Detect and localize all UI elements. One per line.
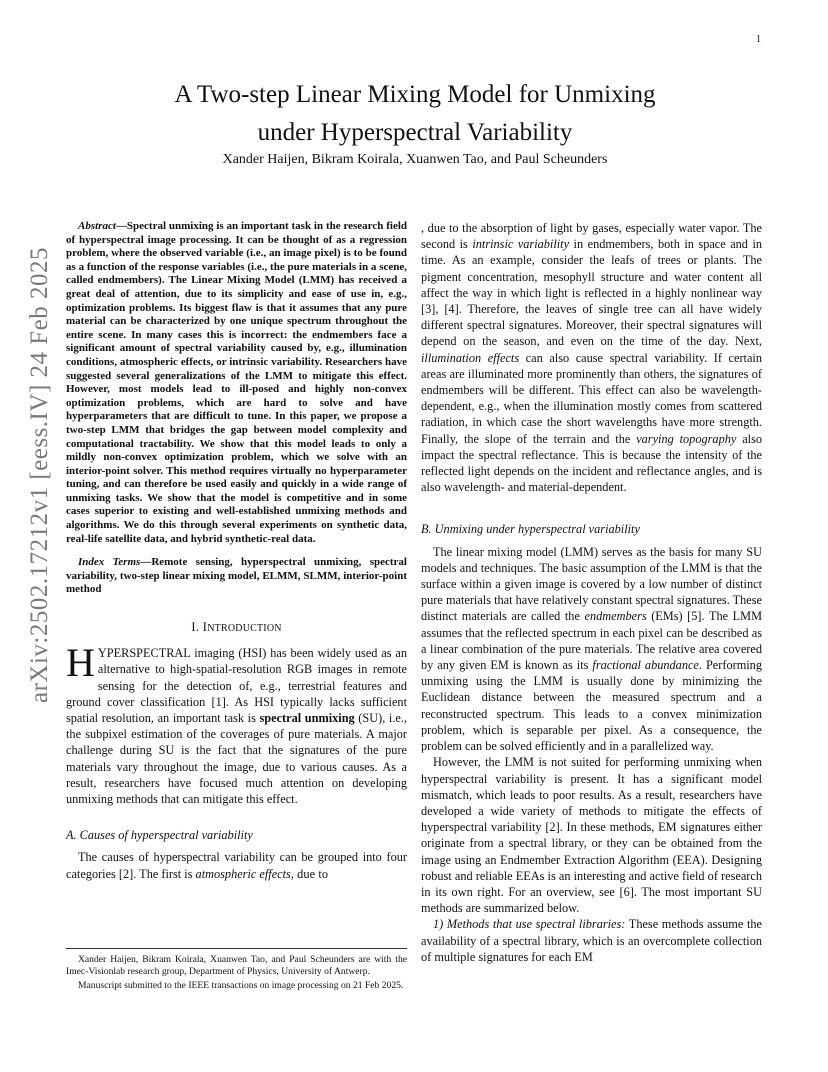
unmix-text-b: (EMs) [5]. The LMM assumes that the reflected spectrum in each pixel can be described as a linear combination of the pure materials. The relative area covered by any given EM is known as its	[421, 609, 762, 673]
methods-libraries-text: These methods assume the availability of a spectral library, which is an overcomplete collection of multiple signatures for each EM	[421, 917, 762, 964]
unmix-term-endmembers: endmembers	[584, 609, 647, 624]
arxiv-identifier-text: arXiv:2502.17212v1 [eess.IV] 24 Feb 2025	[26, 246, 53, 704]
intro-text-b: (SU), i.e., the subpixel estimation of the coverages of pure materials. A major challenge during SU is the fact that the signatures of the pure materials vary throughout the image, due to various causes. As a result, researchers have focused much attention on developing unmixing methods that can mitigate this effect.	[66, 711, 408, 807]
paper-title	[100, 76, 730, 152]
unmix-term-abundance: fractional abundance	[592, 658, 699, 673]
methods-libraries-heading: 1) Methods that use spectral libraries:	[433, 917, 626, 932]
abstract-text: —Spectral unmixing is an important task in the research field of hyperspectral image processing. It can be thought of as a regression problem, where the observed variable (i.e., an image pixel) is to be found as a function of the response variables (i.e., the pure materials in a scene, called endmembers). The Linear Mixing Model (LMM) has received a great deal of attention, due to its simplicity and ease of use in, e.g., optimization problems. Its biggest flaw is that it assumes that any pure material can be characterized by one unique spectrum throughout the entire scene. In many cases this is incorrect: the endmembers face a significant amount of spectral variability caused by, e.g., illumination conditions, atmospheric effects, or intrinsic variability. Researchers have suggested several generalizations of the LMM to mitigate this effect. However, most models lead to ill-posed and highly non-convex optimization problems, which are hard to solve and have hyperparameters that are difficult to tune. In this paper, we propose a two-step LMM that bridges the gap between model complexity and computational tractability. We show that this model leads to only a mildly non-convex optimization problem, which we solve with an interior-point solver. This method requires virtually no hyperparameter tuning, and can therefore be used easily and quickly in a wide range of unmixing tasks. We show that the model is competitive and in some cases superior to existing and well-established unmixing methods and algorithms. We do this through several experiments on synthetic data, real-life satellite data, and hybrid synthetic-real data.	[66, 220, 407, 545]
footnote-submission: Manuscript submitted to the IEEE transactions on image processing on 21 Feb 2025.	[78, 980, 404, 991]
causes-paragraph-continued	[421, 220, 762, 495]
causes-paragraph-start: The causes of hyperspectral variability can be grouped into four categories [2]. The first is atmospheric effects, due to	[66, 850, 407, 881]
causes-text-e: also impact the spectral reflectance. This is because the intensity of the reflected light depends on the incident and reflectance angles, and is also wavelength- and material-dependent.	[421, 431, 763, 495]
section-heading-text: NTRODUCTION	[207, 623, 282, 635]
unmix-text-c: . Performing unmixing using the LMM is usually done by minimizing the Euclidean distance between the measured spectrum and a reconstructed spectrum. This leads to a convex minimization problem, which is separable per pixel. As a consequence, the problem can be solved efficiently and in a parallelized way.	[421, 658, 762, 754]
section-heading-introduction	[66, 619, 407, 637]
index-terms-text: —Remote sensing, hyperspectral unmixing, spectral variability, two-step linear mixing model, ELMM, SLMM, interior-point method	[66, 556, 407, 596]
index-terms-label: Index Terms	[78, 556, 141, 569]
subsection-heading-unmixing: B. Unmixing under hyperspectral variability	[421, 522, 640, 537]
intro-paragraph	[66, 640, 408, 807]
unmixing-paragraph-1	[421, 544, 762, 755]
footnotes	[66, 948, 407, 992]
author-list: Xander Haijen, Bikram Koirala, Xuanwen Tao, and Paul Scheunders	[222, 152, 608, 167]
causes-text-b: , due to the absorption of light by gases, especially water vapor. The second is	[421, 221, 762, 252]
causes-term-atmospheric: atmospheric effects	[195, 866, 291, 881]
causes-text-a: The causes of hyperspectral variability can be grouped into four categories [2]. The first is	[66, 850, 407, 881]
arxiv-identifier	[20, 246, 60, 704]
causes-term-topography: varying topography	[636, 431, 737, 446]
left-column	[66, 220, 407, 882]
index-terms	[66, 556, 407, 597]
unmix-text-a: The linear mixing model (LMM) serves as the basis for many SU models and techniques. The basic assumption of the LMM is that the surface within a given image is covered by a low number of distinct pure materials that have relatively constant spectral signatures. These distinct materials are called the	[421, 544, 762, 624]
drop-cap: H	[66, 640, 95, 686]
causes-text-c: in endmembers, both in space and in time. As an example, consider the leafs of trees or plants. The pigment concentration, mesophyll structure and water content all affect the way in which light is reflected in a highly nonlinear way [3], [4]. Therefore, the leaves of single tree can all have widely different spectral signatures. Moreover, their spectral signatures will depend on the season, and even on the time of the day. Next,	[421, 237, 763, 349]
title-line-2: under Hyperspectral Variability	[257, 119, 573, 146]
subsection-heading-causes: A. Causes of hyperspectral variability	[66, 828, 253, 843]
abstract-label: Abstract	[78, 220, 116, 232]
causes-term-illumination: illumination effects	[421, 350, 520, 365]
unmixing-paragraph-2: However, the LMM is not suited for performing unmixing when hyperspectral variability is present. It has a significant model mismatch, which leads to poor results. As a result, researchers have developed a wide variety of methods to mitigate the effects of hyperspectral variability [2]. In these methods, EM signatures either originate from a spectral library, or they can be obtained from the image using an Endmember Extraction Algorithm (EEA). Designing robust and reliable EEAs is an interesting and active field of research in its own right. For an overview, see [6]. The most important SU methods are summarized below.	[421, 755, 762, 916]
abstract	[66, 220, 407, 546]
right-column	[421, 220, 762, 965]
section-heading-number: I. I	[191, 620, 208, 635]
footnote-affiliation: Xander Haijen, Bikram Koirala, Xuanwen Tao, and Paul Scheunders are with the Imec-Visionlab research group, Department of Physics, University of Antwerp.	[66, 954, 407, 977]
unmixing-paragraph-3	[421, 916, 762, 965]
title-line-1: A Two-step Linear Mixing Model for Unmixing	[174, 81, 656, 108]
causes-text-d: can also cause spectral variability. If certain areas are illuminated more prominently than others, the signatures of endmembers will be different. This effect can also be wavelength-dependent, e.g., when the illumination mostly comes from scattered radiation, in which case the short wavelengths have more strength. Finally, the slope of the terrain and the	[421, 350, 762, 446]
intro-bold-term: spectral unmixing	[259, 711, 355, 726]
causes-term-intrinsic: intrinsic variability	[472, 237, 570, 252]
intro-text-a: YPERSPECTRAL imaging (HSI) has been widely used as an alternative to high-spatial-resolution RGB images in remote sensing for the detection of, e.g., terrestrial features and ground cover classification [1]. As HSI typically lacks sufficient spatial resolution, an important task is	[66, 646, 407, 726]
page-number: 1	[756, 34, 761, 45]
